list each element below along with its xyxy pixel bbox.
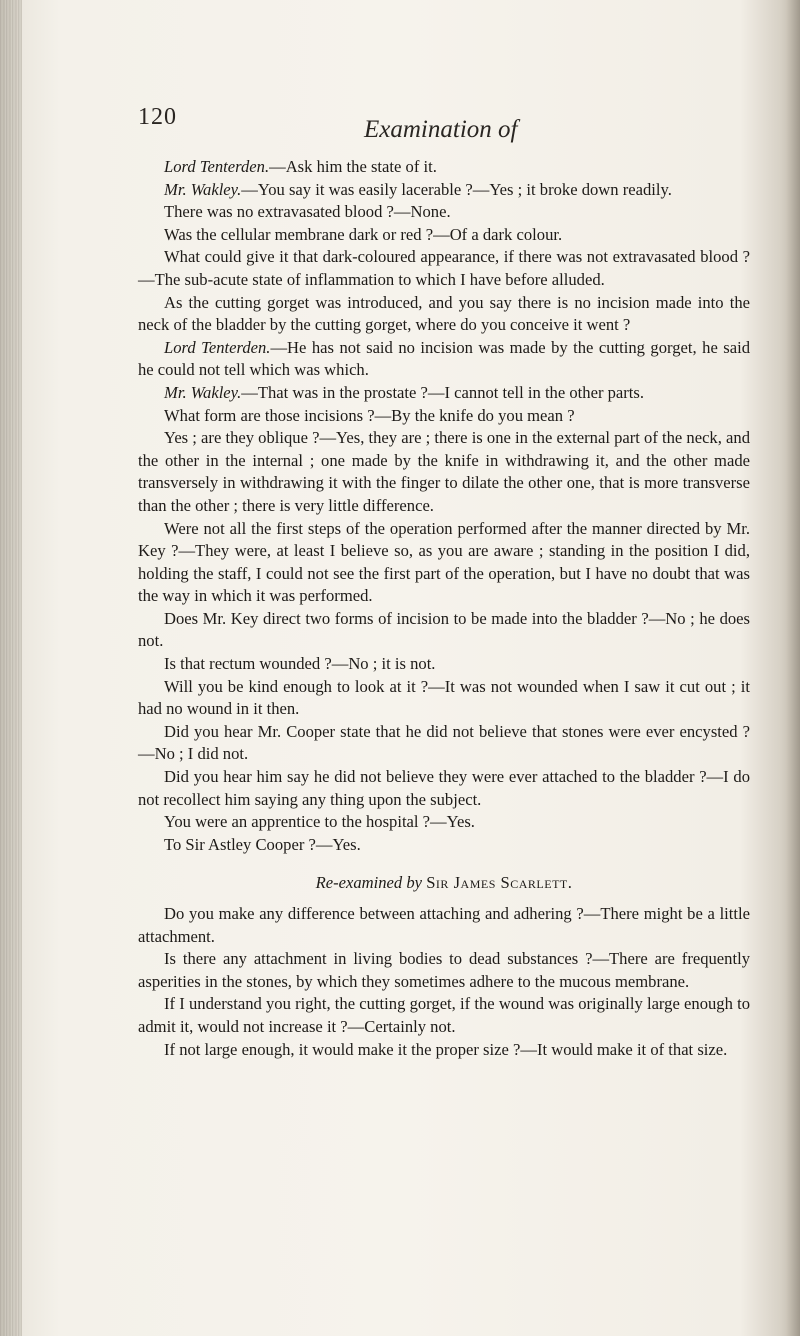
paragraph: As the cutting gorget was introduced, and you say there is no incision made into the neck of the bladder by the cutting gorget, where do you conceive it went ? [138,292,750,335]
paragraph: Yes ; are they oblique ?—Yes, they are ; there is one in the external part of the neck, and the other in the internal ; one made by the knife in withdrawing it, and the other made transversely in withdrawing it with the finger to dilate the other one, that is more transverse than the other ; there is very little difference. [138,428,750,515]
paragraph: Did you hear him say he did not believe they were ever attached to the bladder ?—I do not recollect him saying any thing upon the subject. [138,767,750,809]
speaker: Mr. Wakley. [164,382,242,402]
page-number: 120 [138,104,177,130]
paragraph: Lord Tenterden.—He has not said no incision was made by the cutting gorget, he said he could not tell which was which. [138,337,751,380]
speaker: Mr. Wakley. [164,179,242,199]
paragraph: There was no extravasated blood ?—None. [164,202,451,222]
speaker: Lord Tenterden. [164,337,271,357]
paragraph: Do you make any difference between attaching and adhering ?—There might be a little attachment. [138,904,750,946]
paragraph: Mr. Wakley.—You say it was easily lacerable ?—Yes ; it broke down readily. [164,179,672,199]
running-head: Examination of [364,116,518,143]
paragraph: Were not all the first steps of the operation performed after the manner directed by Mr. Key ?—They were, at least I believe so, as you are aware ; standing in the position I did, holding the staff, I could not see the first part of the operation, but I have no doubt that was the way in which it was performed. [138,518,750,606]
paragraph: Will you be kind enough to look at it ?—It was not wounded when I saw it cut out ; it had no wound in it then. [138,676,750,719]
section-heading [138,872,750,895]
paragraph: Mr. Wakley.—That was in the prostate ?—I cannot tell in the other parts. [164,382,645,402]
page-edge [786,0,800,1336]
paragraph: Does Mr. Key direct two forms of incision to be made into the bladder ?—No ; he does not. [138,608,750,651]
paragraph: What could give it that dark-coloured appearance, if there was not extravasated blood ?—The sub-acute state of inflammation to which I have before alluded. [138,247,750,289]
paragraph: Was the cellular membrane dark or red ?—Of a dark colour. [164,224,563,244]
paragraph: Lord Tenterden.—Ask him the state of it. [164,157,437,176]
paragraph: If I understand you right, the cutting gorget, if the wound was originally large enough to admit it, would not increase it ?—Certainly not. [138,994,750,1036]
paragraph: What form are those incisions ?—By the knife do you mean ? [164,405,575,425]
section-heading-name: Sir James Scarlett. [426,873,573,893]
binding-shadow [0,0,22,1336]
paragraph: You were an apprentice to the hospital ?—Yes. [164,812,475,832]
paragraph: If not large enough, it would make it the proper size ?—It would make it of that size. [164,1039,728,1059]
paragraph: Did you hear Mr. Cooper state that he did not believe that stones were ever encysted ?—No ; I did not. [138,721,750,764]
paragraph: Is there any attachment in living bodies to dead substances ?—There are frequently asperities in the stones, by which they sometimes adhere to the mucous membrane. [138,949,750,991]
page-header [138,100,658,143]
section-heading-label: Re-examined by [315,873,423,893]
body-text [138,156,750,1061]
paragraph: To Sir Astley Cooper ?—Yes. [164,834,361,854]
paragraph: Is that rectum wounded ?—No ; it is not. [164,654,436,674]
speaker: Lord Tenterden. [164,157,270,176]
